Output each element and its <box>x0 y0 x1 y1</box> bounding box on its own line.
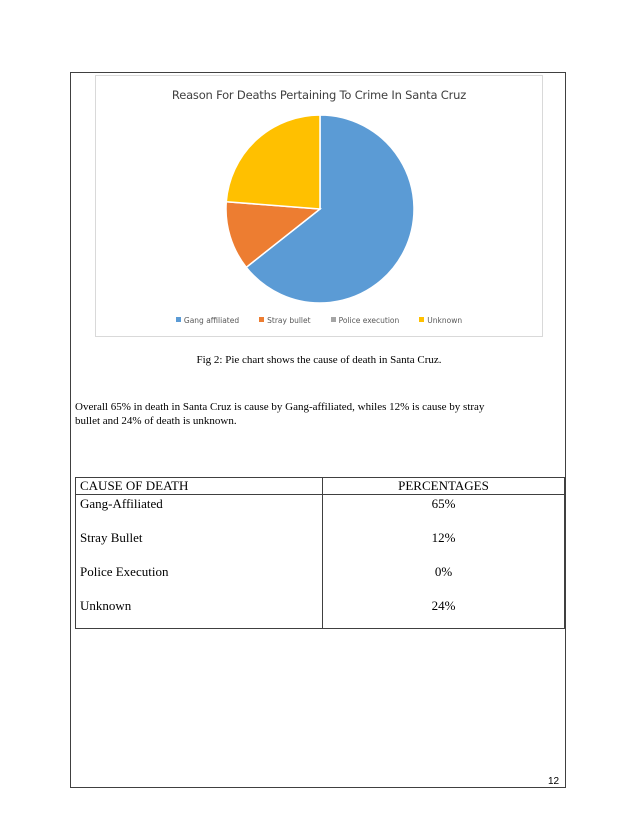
legend-swatch <box>419 317 424 322</box>
cell-percentage: 65% <box>323 495 565 530</box>
legend-swatch <box>259 317 264 322</box>
legend-label: Unknown <box>427 316 463 325</box>
table-row <box>76 529 565 563</box>
table-row <box>76 563 565 597</box>
legend-label: Stray bullet <box>267 316 311 325</box>
legend-item <box>419 316 462 325</box>
cell-percentage: 0% <box>323 563 565 597</box>
table-header-row <box>76 478 565 495</box>
legend-label: Gang affiliated <box>183 316 240 325</box>
pie-chart <box>95 75 543 337</box>
cell-percentage: 12% <box>323 529 565 563</box>
cell-cause: Unknown <box>76 597 323 629</box>
cell-cause: Stray Bullet <box>76 529 323 563</box>
legend-label: Police execution <box>338 316 400 325</box>
table-row <box>76 495 565 530</box>
table-row <box>76 597 565 629</box>
page-number: 12 <box>548 776 560 787</box>
cell-cause: Police Execution <box>76 563 323 597</box>
legend-item <box>331 316 400 325</box>
legend-item <box>259 316 310 325</box>
legend-item <box>176 316 239 325</box>
header-percentages: PERCENTAGES <box>323 478 565 495</box>
figure-caption: Fig 2: Pie chart shows the cause of death in Santa Cruz. <box>196 354 442 366</box>
cell-percentage: 24% <box>323 597 565 629</box>
chart-legend <box>96 316 542 325</box>
chart-title: Reason For Deaths Pertaining To Crime In Santa Cruz <box>171 88 467 102</box>
header-cause: CAUSE OF DEATH <box>76 478 323 495</box>
pie-chart-graphic <box>96 76 544 338</box>
legend-swatch <box>331 317 336 322</box>
pie-slice-unknown <box>226 115 320 209</box>
legend-swatch <box>176 317 181 322</box>
cell-cause: Gang-Affiliated <box>76 495 323 530</box>
summary-paragraph: Overall 65% in death in Santa Cruz is cause by Gang-affiliated, whiles 12% is cause by stray bullet and 24% of death is unknown. <box>75 401 485 427</box>
cause-of-death-table <box>75 477 565 629</box>
